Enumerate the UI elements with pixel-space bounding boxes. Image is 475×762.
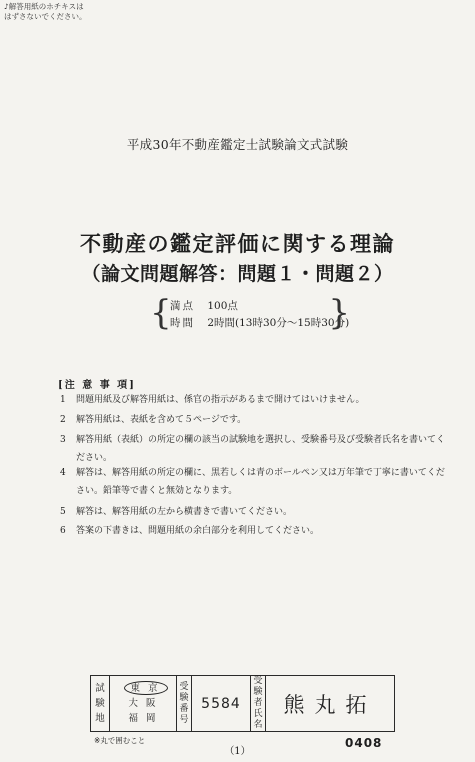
subject-subtitle: （論文問題解答：問題１・問題２） xyxy=(81,263,394,285)
score-label: 満点 xyxy=(170,300,195,312)
site-option-osaka[interactable]: 大阪 xyxy=(128,698,164,709)
site-options xyxy=(110,676,177,732)
examinee-name-field[interactable]: 熊丸拓 xyxy=(266,676,395,732)
note-text: 解答用紙は、表紙を含めて５ページです。 xyxy=(76,415,247,425)
note-number: 4 xyxy=(60,468,66,478)
note-text: 答案の下書きは、問題用紙の余白部分を利用してください。 xyxy=(76,526,320,536)
subject-title: 不動産の鑑定評価に関する理論 xyxy=(80,231,395,256)
note-number: 3 xyxy=(60,435,66,445)
staple-note-line: ♪解答用紙のホチキスは xyxy=(4,2,84,11)
site-label: 試 験 地 xyxy=(91,676,110,732)
time-value: 2時間(13時30分～15時30分) xyxy=(207,317,350,329)
exam-title: 平成30年不動産鑑定士試験論文式試験 xyxy=(126,137,349,152)
exam-info-box xyxy=(150,293,350,333)
answer-info-table xyxy=(90,675,395,732)
name-label: 受 験 者 氏 名 xyxy=(251,676,266,732)
page-number: （1） xyxy=(224,746,251,757)
note-item xyxy=(58,503,453,521)
note-item xyxy=(58,464,453,500)
left-brace: { xyxy=(150,293,172,333)
note-item xyxy=(58,391,453,409)
site-option-tokyo[interactable] xyxy=(110,681,176,696)
time-row xyxy=(170,315,349,330)
exam-number-field[interactable]: 5584 xyxy=(192,676,251,732)
site-option-fukuoka[interactable]: 福岡 xyxy=(128,713,164,724)
note-item xyxy=(58,522,453,540)
score-value: 100点 xyxy=(207,300,238,312)
note-item xyxy=(58,411,453,429)
note-text: 解答用紙（表紙）の所定の欄の該当の試験地を選択し、受験番号及び受験者氏名を書いてください。 xyxy=(76,435,446,463)
note-number: 2 xyxy=(60,415,66,425)
note-number: 6 xyxy=(60,526,66,536)
staple-note-line: はずさないでください。 xyxy=(4,12,87,21)
note-text: 解答は、解答用紙の所定の欄に、黒若しくは青のボールペン又は万年筆で丁寧に書いてください。鉛筆等で書くと無効となります。 xyxy=(76,468,445,496)
right-brace: } xyxy=(328,293,350,333)
note-text: 解答は、解答用紙の左から横書きで書いてください。 xyxy=(76,507,293,517)
note-item xyxy=(58,431,453,467)
note-text: 問題用紙及び解答用紙は、係官の指示があるまで開けてはいけません。 xyxy=(76,395,365,405)
note-number: 5 xyxy=(60,507,66,517)
notes-heading: [注 意 事 項] xyxy=(58,380,136,391)
time-label: 時間 xyxy=(170,317,195,329)
note-number: 1 xyxy=(60,395,66,405)
staple-note xyxy=(4,2,87,22)
document-code: 0408 xyxy=(345,736,383,750)
circle-instruction: ※丸で囲むこと xyxy=(94,736,146,745)
selected-site-circle: 東京 xyxy=(124,681,168,695)
score-row xyxy=(170,298,238,313)
exam-number-label: 受 験 番 号 xyxy=(177,676,192,732)
